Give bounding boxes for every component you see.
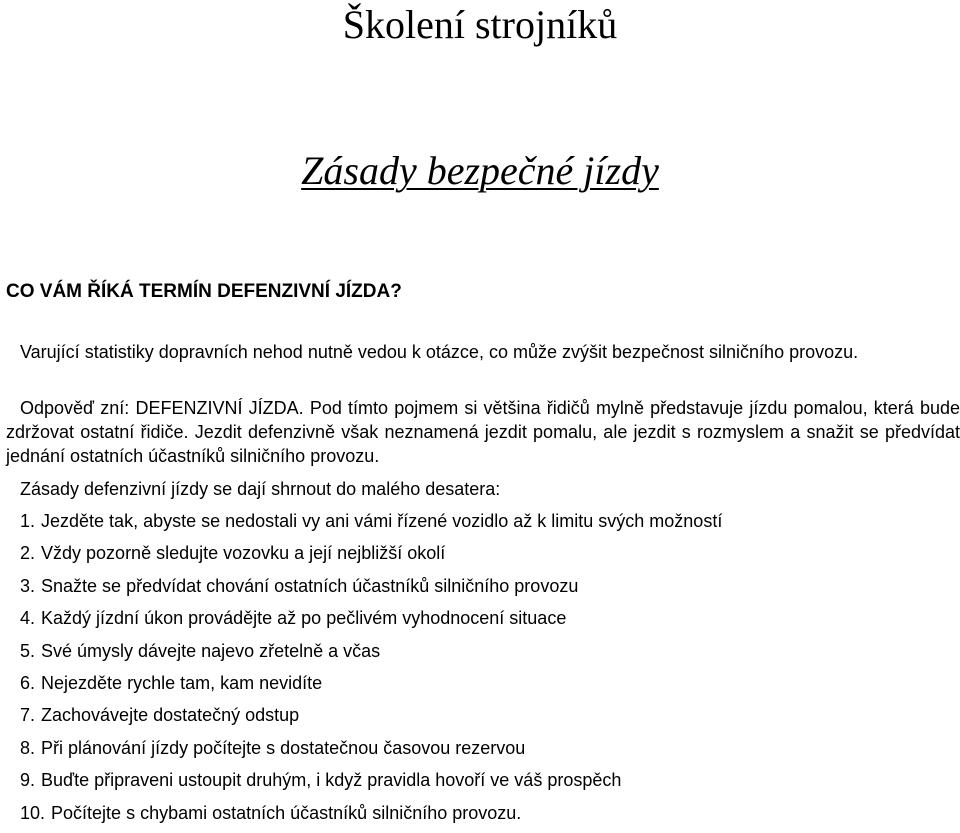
- rule-number: 9.: [20, 770, 36, 791]
- rule-item: [20, 801, 722, 833]
- rule-text: Buďte připraveni ustoupit druhým, i když pravidla hovoří ve váš prospěch: [41, 770, 622, 791]
- rule-item: [20, 509, 722, 541]
- document-title: Školení strojníků: [342, 2, 618, 47]
- rule-text: Své úmysly dávejte najevo zřetelně a včas: [41, 640, 381, 661]
- rule-number: 7.: [20, 705, 36, 726]
- rule-text: Každý jízdní úkon provádějte až po pečlivém vyhodnocení situace: [41, 608, 567, 629]
- rule-item: [20, 639, 722, 671]
- rule-number: 5.: [20, 640, 36, 661]
- rule-text: Při plánování jízdy počítejte s dostatečnou časovou rezervou: [41, 737, 526, 758]
- answer-paragraph: Odpověď zní: DEFENZIVNÍ JÍZDA. Pod tímto pojmem si většina řidičů mylně představuje jízdu pomalou, která bude zdržovat ostatní řidiče. Jezdit defenzivně však neznamená jezdit pomalu, ale jezdit s rozmyslem a snažit se předvídat jednání ostatních účastníků silničního provozu.: [6, 398, 960, 466]
- summary-line: Zásady defenzivní jízdy se dají shrnout do malého desatera:: [20, 479, 501, 499]
- rule-text: Vždy pozorně sledujte vozovku a její nejbližší okolí: [41, 543, 446, 564]
- rule-number: 3.: [20, 575, 36, 596]
- rule-number: 8.: [20, 737, 36, 758]
- section-heading: CO VÁM ŘÍKÁ TERMÍN DEFENZIVNÍ JÍZDA?: [6, 281, 402, 302]
- rule-item: [20, 606, 722, 638]
- rule-text: Snažte se předvídat chování ostatních účastníků silničního provozu: [41, 575, 579, 596]
- rule-number: 10.: [20, 802, 46, 823]
- document-subtitle: Zásady bezpečné jízdy: [301, 148, 659, 193]
- rule-item: [20, 703, 722, 735]
- intro-paragraph: Varující statistiky dopravních nehod nutně vedou k otázce, co může zvýšit bezpečnost silničního provozu.: [20, 342, 859, 362]
- rule-number: 1.: [20, 511, 36, 531]
- rules-list: [20, 509, 722, 833]
- rule-item: [20, 541, 722, 573]
- rule-item: [20, 736, 722, 768]
- rule-text: Počítejte s chybami ostatních účastníků silničního provozu.: [51, 802, 522, 823]
- rule-item: [20, 671, 722, 703]
- rule-number: 4.: [20, 608, 36, 629]
- rule-item: [20, 574, 722, 606]
- rule-item: [20, 768, 722, 800]
- rule-text: Zachovávejte dostatečný odstup: [41, 705, 300, 726]
- rule-number: 2.: [20, 543, 36, 564]
- rule-text: Nejezděte rychle tam, kam nevidíte: [41, 672, 323, 693]
- rule-text: Jezděte tak, abyste se nedostali vy ani vámi řízené vozidlo až k limitu svých možností: [41, 511, 723, 531]
- rule-number: 6.: [20, 672, 36, 693]
